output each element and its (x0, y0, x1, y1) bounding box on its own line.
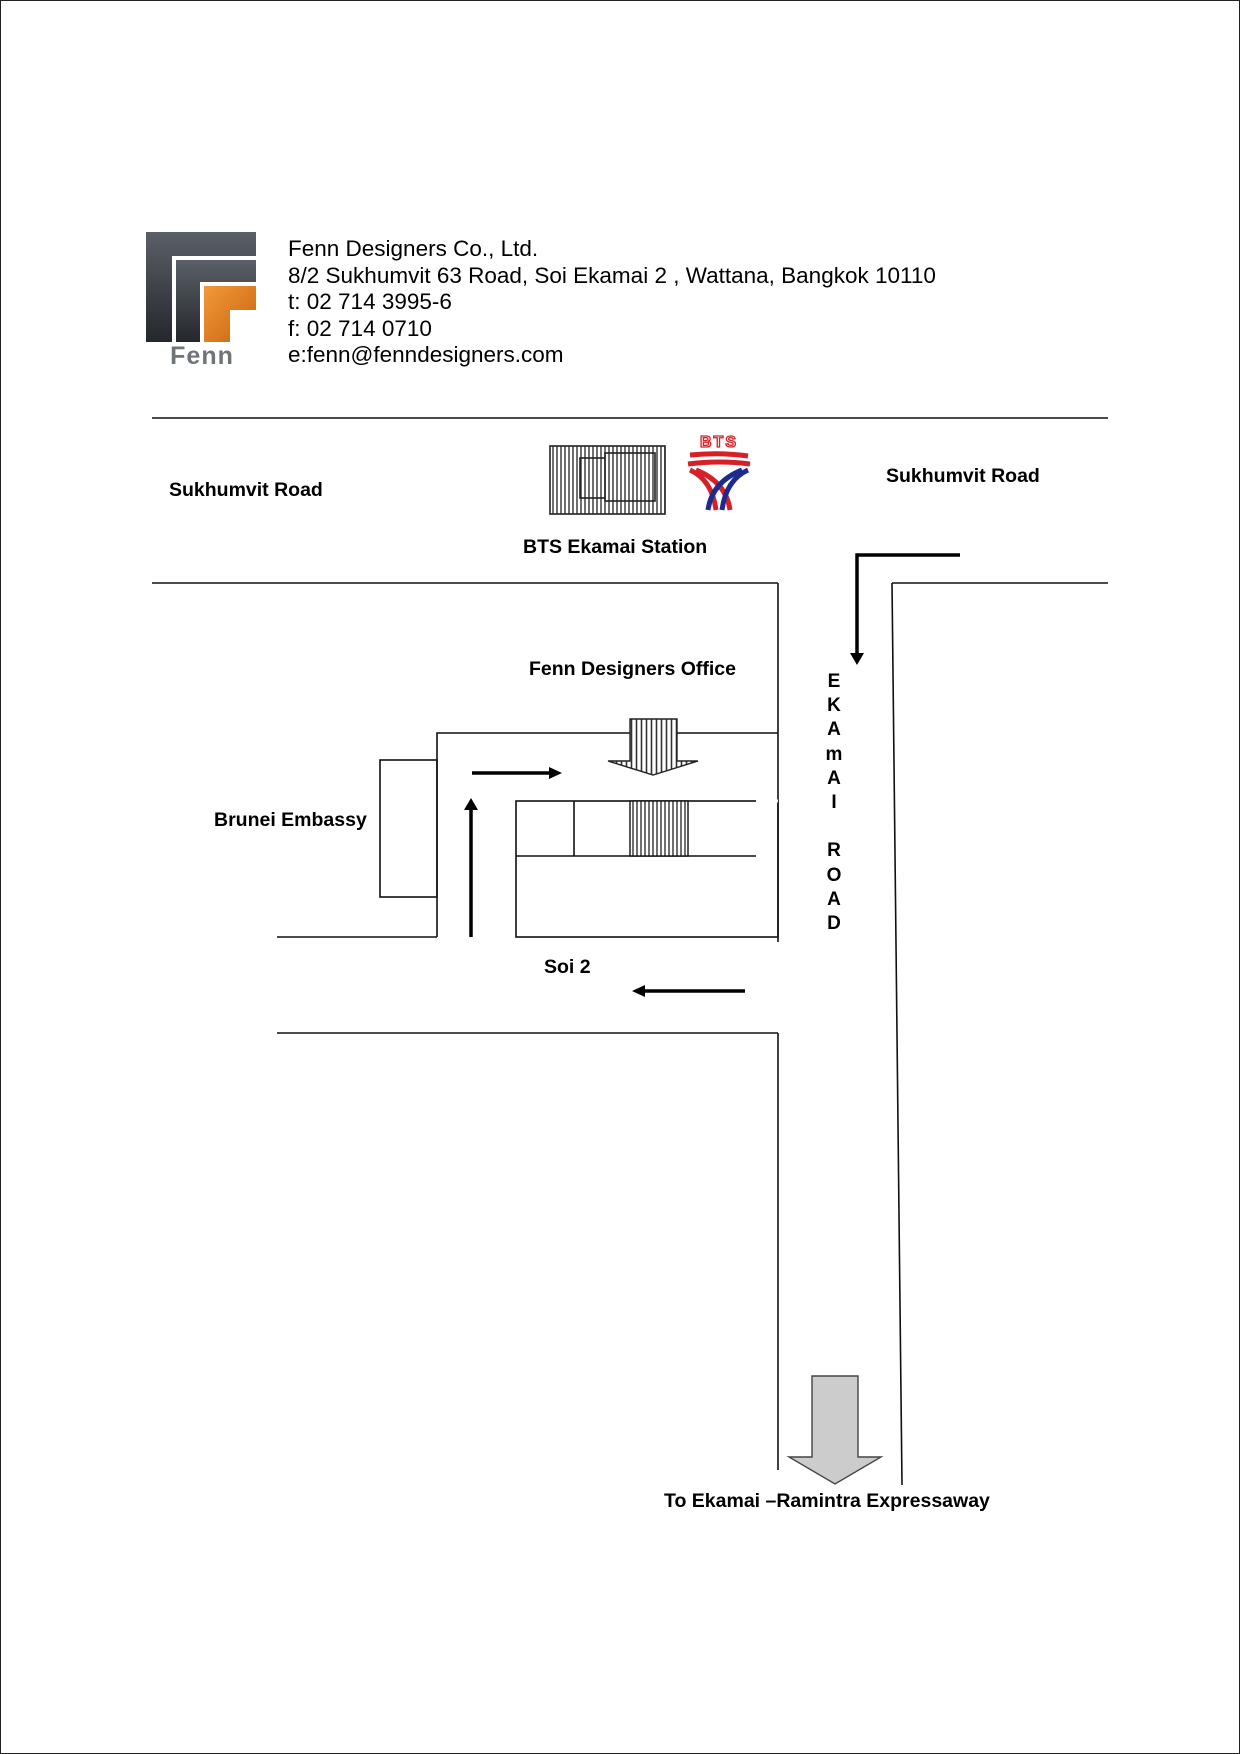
company-address: 8/2 Sukhumvit 63 Road, Soi Ekamai 2 , Wattana, Bangkok 10110 (288, 262, 936, 288)
ekamai-letter: K (827, 695, 841, 717)
fax-value: : 02 714 0710 (294, 315, 432, 341)
phone-prefix: t (288, 289, 295, 314)
label-expressway: To Ekamai –Ramintra Expressaway (664, 1490, 990, 1512)
road-letter: A (827, 888, 841, 910)
label-brunei-embassy: Brunei Embassy (214, 809, 367, 831)
office-unit-highlight (630, 801, 688, 856)
ekamai-letter: A (827, 767, 841, 789)
road-letter: R (827, 840, 841, 862)
brunei-embassy-building (380, 760, 437, 897)
company-name: Fenn Designers Co., Ltd. (288, 236, 539, 261)
road-letter: O (826, 864, 842, 886)
ekamai-letter: A (827, 719, 841, 741)
ekamai-letter: m (825, 743, 843, 765)
arrow-turn-into-ekamai (857, 555, 960, 655)
email-value: :fenn@fenndesigners.com (300, 342, 564, 367)
office-pointer-arrow (608, 719, 698, 775)
email-prefix: e (288, 342, 301, 367)
bts-logo (688, 434, 750, 510)
ekamai-letter: E (827, 671, 841, 692)
label-fenn-office: Fenn Designers Office (529, 658, 736, 680)
bts-station-building (550, 446, 665, 514)
phone-value: : 02 714 3995-6 (294, 289, 452, 314)
fax-prefix: f (288, 315, 295, 341)
road-lines (152, 418, 1108, 1485)
label-ekamai-road (822, 670, 846, 936)
label-bts-ekamai-station: BTS Ekamai Station (523, 536, 708, 558)
ekamai-letter-gap (822, 815, 846, 839)
bts-logo-text: BTS (700, 434, 738, 451)
direction-arrows (471, 555, 960, 991)
logo-wordmark: Fenn (170, 342, 234, 366)
label-sukhumvit-road-west: Sukhumvit Road (169, 479, 323, 501)
ekamai-east-edge (892, 583, 902, 1485)
expressway-arrow (789, 1376, 881, 1484)
road-letter: D (827, 912, 841, 934)
office-block-outline (437, 733, 778, 937)
ekamai-letter: I (831, 791, 837, 813)
label-sukhumvit-road-east: Sukhumvit Road (886, 465, 1040, 487)
label-soi-2: Soi 2 (544, 956, 591, 978)
